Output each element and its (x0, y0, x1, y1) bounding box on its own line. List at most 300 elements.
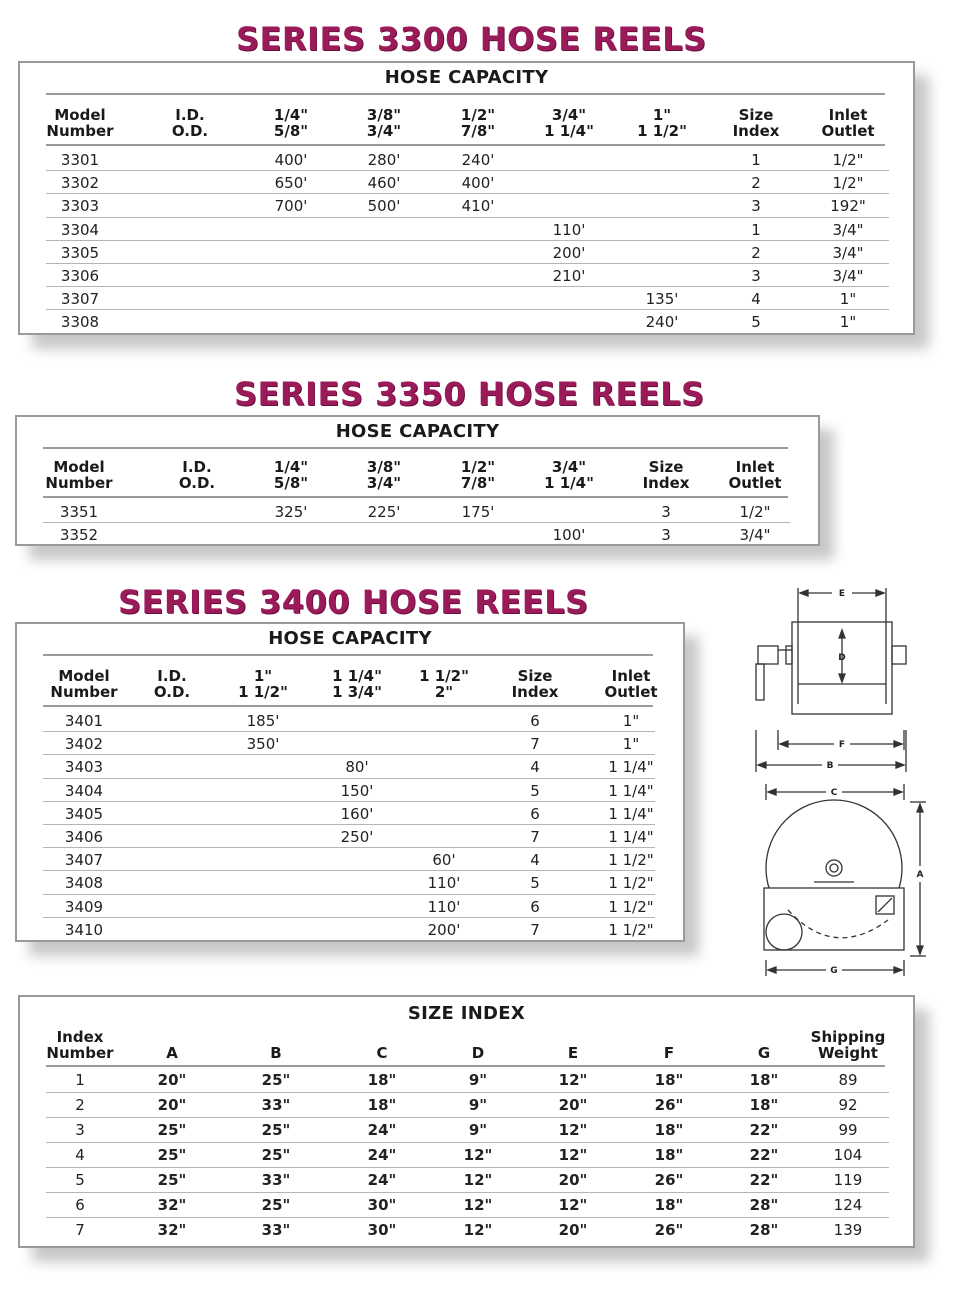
column-header-line: G (757, 1044, 771, 1062)
table-cell: 24" (367, 1171, 397, 1189)
column-header (270, 1045, 281, 1061)
table-cell: 225' (367, 503, 401, 521)
table-cell: 12" (463, 1171, 493, 1189)
table-cell: 18" (654, 1196, 684, 1214)
column-header-line: 3/4" (551, 106, 587, 124)
table-cell: 99 (838, 1121, 858, 1139)
table-cell: 18" (654, 1071, 684, 1089)
column-header (50, 668, 117, 700)
column-header-line: 7/8" (460, 122, 496, 140)
series-3300-title: SERIES 3300 HOSE REELS (236, 20, 707, 58)
table-cell: 3 (75, 1121, 85, 1139)
table-cell: 3303 (60, 197, 100, 216)
table-row (20, 1218, 913, 1243)
column-header-line: 1/4" (273, 458, 309, 476)
column-header-line: 1 1/4" (544, 122, 594, 140)
reel-dimension-diagram (748, 580, 948, 980)
table-cell: 7 (75, 1221, 85, 1239)
column-header-line: O.D. (171, 122, 209, 140)
table-cell: 460' (367, 174, 401, 193)
column-header-line: 3/4" (366, 122, 402, 140)
table-cell: 89 (838, 1071, 858, 1089)
table-cell: 240' (461, 151, 495, 169)
table-cell: 1 (751, 151, 761, 169)
table-cell: 100' (552, 526, 586, 545)
table-cell: 139 (833, 1221, 863, 1239)
table-cell: 1 1/4" (608, 758, 654, 777)
table-cell: 110' (427, 897, 461, 916)
series-3350-title: SERIES 3350 HOSE REELS (234, 375, 705, 413)
column-header (758, 1045, 770, 1061)
table-row (20, 148, 913, 171)
table-cell: 25" (261, 1121, 291, 1139)
table-cell: 6 (530, 897, 540, 916)
table-cell: 18" (654, 1121, 684, 1139)
table-cell: 6 (75, 1196, 85, 1214)
table-cell: 1/2" (739, 503, 771, 521)
table-cell: 1 (75, 1071, 85, 1089)
column-header-line: Inlet (611, 667, 651, 685)
table-cell: 1" (839, 313, 857, 332)
table-cell: 24" (367, 1121, 397, 1139)
column-header-line: 7/8" (460, 474, 496, 492)
column-header (419, 668, 469, 700)
table-cell: 7 (530, 828, 540, 846)
table-cell: 1 1/2" (608, 897, 654, 916)
column-header (154, 668, 190, 700)
table-cell: 3409 (64, 897, 104, 916)
table-cell: 9" (468, 1071, 488, 1089)
column-header-line: I.D. (157, 667, 187, 685)
table-cell: 9" (468, 1096, 488, 1114)
dim-label-a: A (916, 870, 924, 880)
table-cell: 3403 (64, 758, 104, 777)
column-header-line: Size (517, 667, 553, 685)
table-cell: 26" (654, 1221, 684, 1239)
column-header-line: Index (732, 122, 780, 140)
column-header-line: 1 1/4" (544, 474, 594, 492)
table-row (17, 918, 683, 941)
column-header (664, 1045, 674, 1061)
table-cell: 9" (468, 1121, 488, 1139)
column-header (643, 459, 690, 491)
column-header-line: D (471, 1044, 485, 1062)
column-header-line: 5/8" (273, 122, 309, 140)
column-header-line: O.D. (153, 683, 191, 701)
table-cell: 18" (367, 1071, 397, 1089)
table-cell: 26" (654, 1096, 684, 1114)
table-cell: 135' (645, 290, 679, 309)
column-header (811, 1029, 886, 1061)
column-header (332, 668, 382, 700)
table-cell: 25" (157, 1121, 187, 1139)
table-cell: 7 (530, 735, 540, 754)
column-header-line: Model (58, 667, 110, 685)
table-header (17, 459, 818, 499)
column-header-line: Number (50, 683, 118, 701)
table-cell: 5 (530, 781, 540, 800)
column-header-line: F (663, 1044, 675, 1062)
table-cell: 3/4" (832, 267, 864, 285)
divider (46, 144, 885, 146)
table-row (17, 779, 683, 802)
column-header-line: 1 1/2" (419, 667, 469, 685)
column-header-line: Number (46, 122, 114, 140)
table-cell: 6 (530, 712, 540, 730)
hose-capacity-title: HOSE CAPACITY (268, 628, 432, 649)
column-header (367, 107, 401, 139)
column-header (821, 107, 874, 139)
table-cell: 28" (749, 1221, 779, 1239)
table-cell: 12" (463, 1221, 493, 1239)
column-header (637, 107, 687, 139)
divider (43, 447, 788, 449)
column-header (728, 459, 781, 491)
divider (46, 93, 885, 95)
hose-capacity-title: HOSE CAPACITY (384, 67, 549, 88)
column-header (46, 1029, 113, 1061)
column-header (604, 668, 657, 700)
table-cell: 3/4" (739, 526, 771, 545)
table-cell: 3405 (64, 804, 104, 823)
table-row (20, 1118, 913, 1143)
divider (43, 705, 653, 707)
table-cell: 650' (274, 174, 308, 193)
table-cell: 30" (367, 1221, 397, 1239)
table-row (20, 241, 913, 264)
column-header-line: Inlet (828, 106, 868, 124)
table-row (20, 287, 913, 310)
table-cell: 3307 (60, 290, 100, 309)
table-row (17, 500, 818, 523)
table-cell: 200' (427, 920, 461, 939)
table-cell: 20" (558, 1171, 588, 1189)
table-row (20, 171, 913, 194)
column-header-line: Index (511, 683, 559, 701)
table-cell: 250' (340, 828, 374, 846)
column-header-line: Outlet (604, 683, 658, 701)
table-cell: 30" (367, 1196, 397, 1214)
table-cell: 3/4" (832, 220, 864, 239)
dim-label-e: E (838, 589, 846, 599)
table-cell: 12" (558, 1071, 588, 1089)
table-cell: 18" (749, 1071, 779, 1089)
table-cell: 3407 (64, 851, 104, 870)
table-header (20, 1029, 913, 1069)
table-cell: 3352 (59, 526, 99, 545)
table-cell: 1 1/2" (608, 851, 654, 870)
dim-label-f: F (838, 740, 846, 750)
column-header (512, 668, 559, 700)
table-cell: 1/2" (832, 174, 864, 193)
table-row (20, 1068, 913, 1093)
table-cell: 1/2" (832, 151, 864, 169)
table-row (17, 755, 683, 778)
size-index-table (18, 995, 915, 1248)
table-cell: 25" (261, 1071, 291, 1089)
table-cell: 5 (530, 874, 540, 893)
table-cell: 160' (340, 804, 374, 823)
table-cell: 280' (367, 151, 401, 169)
dim-label-b: B (826, 761, 834, 771)
table-cell: 104 (833, 1146, 863, 1164)
series-3400-title: SERIES 3400 HOSE REELS (118, 583, 589, 621)
table-cell: 5 (751, 313, 761, 332)
table-cell: 110' (552, 220, 586, 239)
column-header-line: 1 3/4" (332, 683, 382, 701)
table-cell: 3401 (64, 712, 104, 730)
table-cell: 3 (661, 503, 671, 521)
table-header (17, 668, 683, 708)
table-cell: 3308 (60, 313, 100, 332)
table-cell: 24" (367, 1146, 397, 1164)
column-header-line: 5/8" (273, 474, 309, 492)
column-header-line: Size (648, 458, 684, 476)
table-cell: 110' (427, 874, 461, 893)
column-header-line: I.D. (182, 458, 212, 476)
column-header (367, 459, 401, 491)
table-cell: 124 (833, 1196, 863, 1214)
table-row (20, 1143, 913, 1168)
column-header-line: 1" (652, 106, 672, 124)
table-row (20, 264, 913, 287)
table-row (20, 1168, 913, 1193)
column-header (274, 459, 308, 491)
column-header-line: 2" (434, 683, 454, 701)
table-cell: 1 1/4" (608, 828, 654, 846)
table-cell: 1" (839, 290, 857, 309)
table-cell: 12" (463, 1196, 493, 1214)
table-row (20, 1193, 913, 1218)
size-index-title: SIZE INDEX (407, 1003, 526, 1024)
column-header-line: B (270, 1044, 282, 1062)
table-cell: 2 (751, 243, 761, 262)
table-row (17, 802, 683, 825)
table-cell: 4 (530, 758, 540, 777)
column-header-line: Index (56, 1028, 104, 1046)
table-cell: 3302 (60, 174, 100, 193)
table-cell: 1 (751, 220, 761, 239)
table-cell: 33" (261, 1096, 291, 1114)
table-cell: 12" (558, 1121, 588, 1139)
column-header-line: 1 1/2" (637, 122, 687, 140)
table-cell: 22" (749, 1171, 779, 1189)
column-header-line: 1" (253, 667, 273, 685)
column-header (461, 459, 495, 491)
column-header (45, 459, 112, 491)
column-header-line: 1/2" (460, 458, 496, 476)
column-header (472, 1045, 484, 1061)
table-cell: 33" (261, 1221, 291, 1239)
dim-label-d: D (838, 653, 846, 663)
dim-label-c: C (830, 788, 838, 798)
column-header-line: Number (45, 474, 113, 492)
table-cell: 20" (157, 1096, 187, 1114)
table-cell: 20" (558, 1096, 588, 1114)
table-cell: 3/4" (832, 243, 864, 262)
table-cell: 25" (157, 1146, 187, 1164)
column-header-line: 3/4" (551, 458, 587, 476)
table-cell: 4 (530, 851, 540, 870)
column-header-line: O.D. (178, 474, 216, 492)
divider (43, 496, 788, 498)
table-cell: 3410 (64, 920, 104, 939)
table-cell: 2 (75, 1096, 85, 1114)
column-header-line: Inlet (735, 458, 775, 476)
dim-label-g: G (830, 966, 838, 976)
table-cell: 325' (274, 503, 308, 521)
table-cell: 1 1/2" (608, 920, 654, 939)
table-cell: 4 (75, 1146, 85, 1164)
table-header (20, 107, 913, 147)
column-header-line: 1 1/4" (332, 667, 382, 685)
table-cell: 3 (661, 526, 671, 545)
column-header (733, 107, 780, 139)
table-cell: 3 (751, 267, 761, 285)
column-header-line: Outlet (821, 122, 875, 140)
column-header-line: 1/4" (273, 106, 309, 124)
table-cell: 6 (530, 804, 540, 823)
table-cell: 5 (75, 1171, 85, 1189)
table-cell: 240' (645, 313, 679, 332)
column-header (179, 459, 215, 491)
table-cell: 60' (432, 851, 456, 870)
table-cell: 175' (461, 503, 495, 521)
table-cell: 3 (751, 197, 761, 216)
table-cell: 400' (461, 174, 495, 193)
table-cell: 3351 (59, 503, 99, 521)
column-header (544, 107, 594, 139)
series-3300-table (18, 61, 915, 335)
table-cell: 1" (622, 712, 640, 730)
column-header (461, 107, 495, 139)
table-row (20, 194, 913, 217)
column-header-line: Number (46, 1044, 114, 1062)
table-cell: 25" (157, 1171, 187, 1189)
table-cell: 1" (622, 735, 640, 754)
table-row (17, 709, 683, 732)
table-cell: 25" (261, 1196, 291, 1214)
column-header-line: E (567, 1044, 579, 1062)
table-cell: 1 1/2" (608, 874, 654, 893)
column-header-line: I.D. (175, 106, 205, 124)
column-header-line: 3/8" (366, 458, 402, 476)
table-cell: 22" (749, 1146, 779, 1164)
table-cell: 3305 (60, 243, 100, 262)
table-row (20, 310, 913, 333)
table-cell: 410' (461, 197, 495, 216)
column-header-line: 3/8" (366, 106, 402, 124)
table-cell: 33" (261, 1171, 291, 1189)
column-header-line: Index (642, 474, 690, 492)
table-cell: 80' (345, 758, 369, 777)
table-row (17, 871, 683, 894)
table-cell: 18" (654, 1146, 684, 1164)
table-cell: 3408 (64, 874, 104, 893)
column-header-line: A (166, 1044, 178, 1062)
table-cell: 12" (463, 1146, 493, 1164)
table-row (17, 825, 683, 848)
table-cell: 4 (751, 290, 761, 309)
column-header-line: C (376, 1044, 388, 1062)
table-cell: 18" (367, 1096, 397, 1114)
column-header-line: 3/4" (366, 474, 402, 492)
column-header (172, 107, 208, 139)
table-cell: 12" (558, 1196, 588, 1214)
table-cell: 18" (749, 1096, 779, 1114)
divider (46, 1065, 885, 1067)
table-row (20, 1093, 913, 1118)
table-cell: 3402 (64, 735, 104, 754)
table-cell: 20" (558, 1221, 588, 1239)
table-cell: 25" (261, 1146, 291, 1164)
table-cell: 200' (552, 243, 586, 262)
hose-capacity-title: HOSE CAPACITY (335, 421, 500, 442)
table-cell: 2 (751, 174, 761, 193)
table-row (20, 218, 913, 241)
column-header (376, 1045, 387, 1061)
table-cell: 26" (654, 1171, 684, 1189)
table-row (17, 895, 683, 918)
table-cell: 28" (749, 1196, 779, 1214)
table-cell: 119 (833, 1171, 863, 1189)
column-header (274, 107, 308, 139)
column-header (46, 107, 113, 139)
table-cell: 22" (749, 1121, 779, 1139)
column-header-line: Shipping (810, 1028, 886, 1046)
table-cell: 1 1/4" (608, 781, 654, 800)
table-cell: 20" (157, 1071, 187, 1089)
column-header-line: Outlet (728, 474, 782, 492)
table-cell: 3406 (64, 828, 104, 846)
table-cell: 700' (274, 197, 308, 216)
table-cell: 7 (530, 920, 540, 939)
series-3400-table (15, 622, 685, 942)
column-header-line: 1/2" (460, 106, 496, 124)
column-header (568, 1045, 578, 1061)
column-header (238, 668, 288, 700)
table-cell: 3304 (60, 220, 100, 239)
column-header-line: Model (54, 106, 106, 124)
column-header (166, 1045, 178, 1061)
column-header-line: Size (738, 106, 774, 124)
table-cell: 150' (340, 781, 374, 800)
table-cell: 210' (552, 267, 586, 285)
table-cell: 400' (274, 151, 308, 169)
table-cell: 500' (367, 197, 401, 216)
table-cell: 3301 (60, 151, 100, 169)
column-header-line: Model (53, 458, 105, 476)
table-row (17, 523, 818, 546)
column-header (544, 459, 594, 491)
table-cell: 32" (157, 1196, 187, 1214)
table-cell: 3306 (60, 267, 100, 285)
table-cell: 185' (246, 712, 280, 730)
table-row (17, 732, 683, 755)
series-3350-table (15, 415, 820, 546)
table-cell: 92 (838, 1096, 858, 1114)
table-cell: 12" (558, 1146, 588, 1164)
table-row (17, 848, 683, 871)
column-header-line: 1 1/2" (238, 683, 288, 701)
table-cell: 3404 (64, 781, 104, 800)
table-cell: 192" (830, 197, 866, 216)
table-cell: 350' (246, 735, 280, 754)
column-header-line: Weight (818, 1044, 878, 1062)
table-cell: 1 1/4" (608, 804, 654, 823)
table-cell: 32" (157, 1221, 187, 1239)
divider (43, 654, 653, 656)
